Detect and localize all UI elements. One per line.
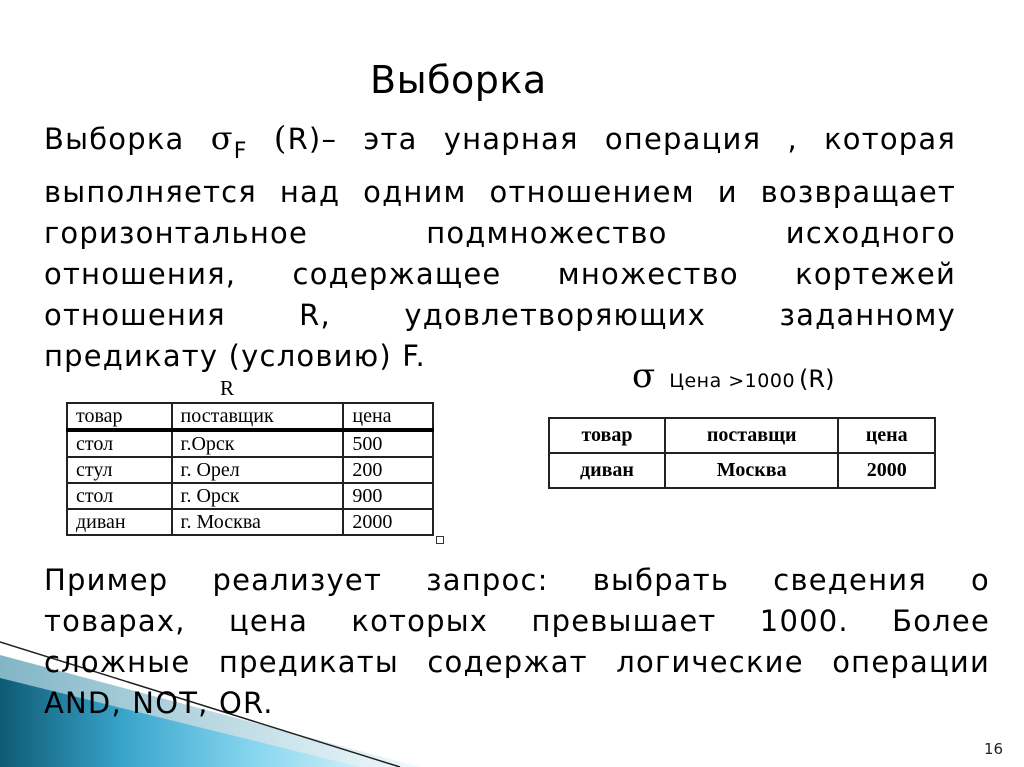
source-header-price: цена xyxy=(343,403,433,430)
table-row xyxy=(67,509,433,535)
definition-line-2: выполняется над одним отношением и возвращает xyxy=(44,175,956,209)
source-cell: 500 xyxy=(343,430,433,457)
table-row xyxy=(67,483,433,509)
formula-sigma: σ xyxy=(632,356,656,396)
source-cell: г. Орск xyxy=(172,483,344,509)
definition-line-3: горизонтальное подмножество исходного xyxy=(44,216,956,250)
definition-line-4: отношения, содержащее множество кортежей xyxy=(44,257,956,291)
definition-line-6: предикату (условию) F. xyxy=(44,339,426,373)
source-header-supplier: поставщик xyxy=(172,403,344,430)
definition-paragraph xyxy=(44,118,956,377)
example-line-1: Пример реализует запрос: выбрать сведения о xyxy=(44,563,990,597)
result-table-header-row xyxy=(549,418,935,453)
source-cell: 900 xyxy=(343,483,433,509)
source-cell: стол xyxy=(67,430,172,457)
source-cell: г.Орск xyxy=(172,430,344,457)
example-paragraph xyxy=(44,560,990,724)
source-cell: 200 xyxy=(343,457,433,483)
example-line-2: товарах, цена которых превышает 1000. Более xyxy=(44,604,990,638)
result-cell: 2000 xyxy=(838,453,935,488)
result-cell: Москва xyxy=(665,453,838,488)
page-number: 16 xyxy=(984,740,1004,758)
definition-word: Выборка xyxy=(44,122,185,156)
definition-line-1-rest: R)– эта унарная операция , которая xyxy=(287,122,957,156)
open-paren: ( xyxy=(273,119,288,157)
result-cell: диван xyxy=(549,453,665,488)
result-header-price: цена xyxy=(838,418,935,453)
source-cell: г. Москва xyxy=(172,509,344,535)
source-table-header-row xyxy=(67,403,433,430)
sigma-symbol: σ xyxy=(210,119,234,157)
source-cell: г. Орел xyxy=(172,457,344,483)
definition-line-1 xyxy=(44,118,956,172)
formula-relation: (R) xyxy=(799,365,835,393)
source-table-label: R xyxy=(220,376,235,400)
source-cell: 2000 xyxy=(343,509,433,535)
formula-condition: Цена >1000 xyxy=(669,370,796,392)
table-row xyxy=(67,457,433,483)
result-header-product: товар xyxy=(549,418,665,453)
result-header-supplier: поставщи xyxy=(665,418,838,453)
example-line-4: AND, NOT, OR. xyxy=(44,686,274,720)
source-header-product: товар xyxy=(67,403,172,430)
source-cell: стул xyxy=(67,457,172,483)
slide-title: Выборка xyxy=(370,58,547,102)
table-row xyxy=(67,430,433,457)
source-cell: стол xyxy=(67,483,172,509)
table-row xyxy=(549,453,935,488)
sigma-subscript: F xyxy=(233,139,248,164)
example-line-3: сложные предикаты содержат логические операции xyxy=(44,645,990,679)
definition-line-5: отношения R, удовлетворяющих заданному xyxy=(44,298,956,332)
source-cell: диван xyxy=(67,509,172,535)
selection-formula xyxy=(632,356,834,396)
resize-handle[interactable] xyxy=(436,536,444,544)
source-table xyxy=(66,402,434,536)
result-table xyxy=(548,417,936,489)
